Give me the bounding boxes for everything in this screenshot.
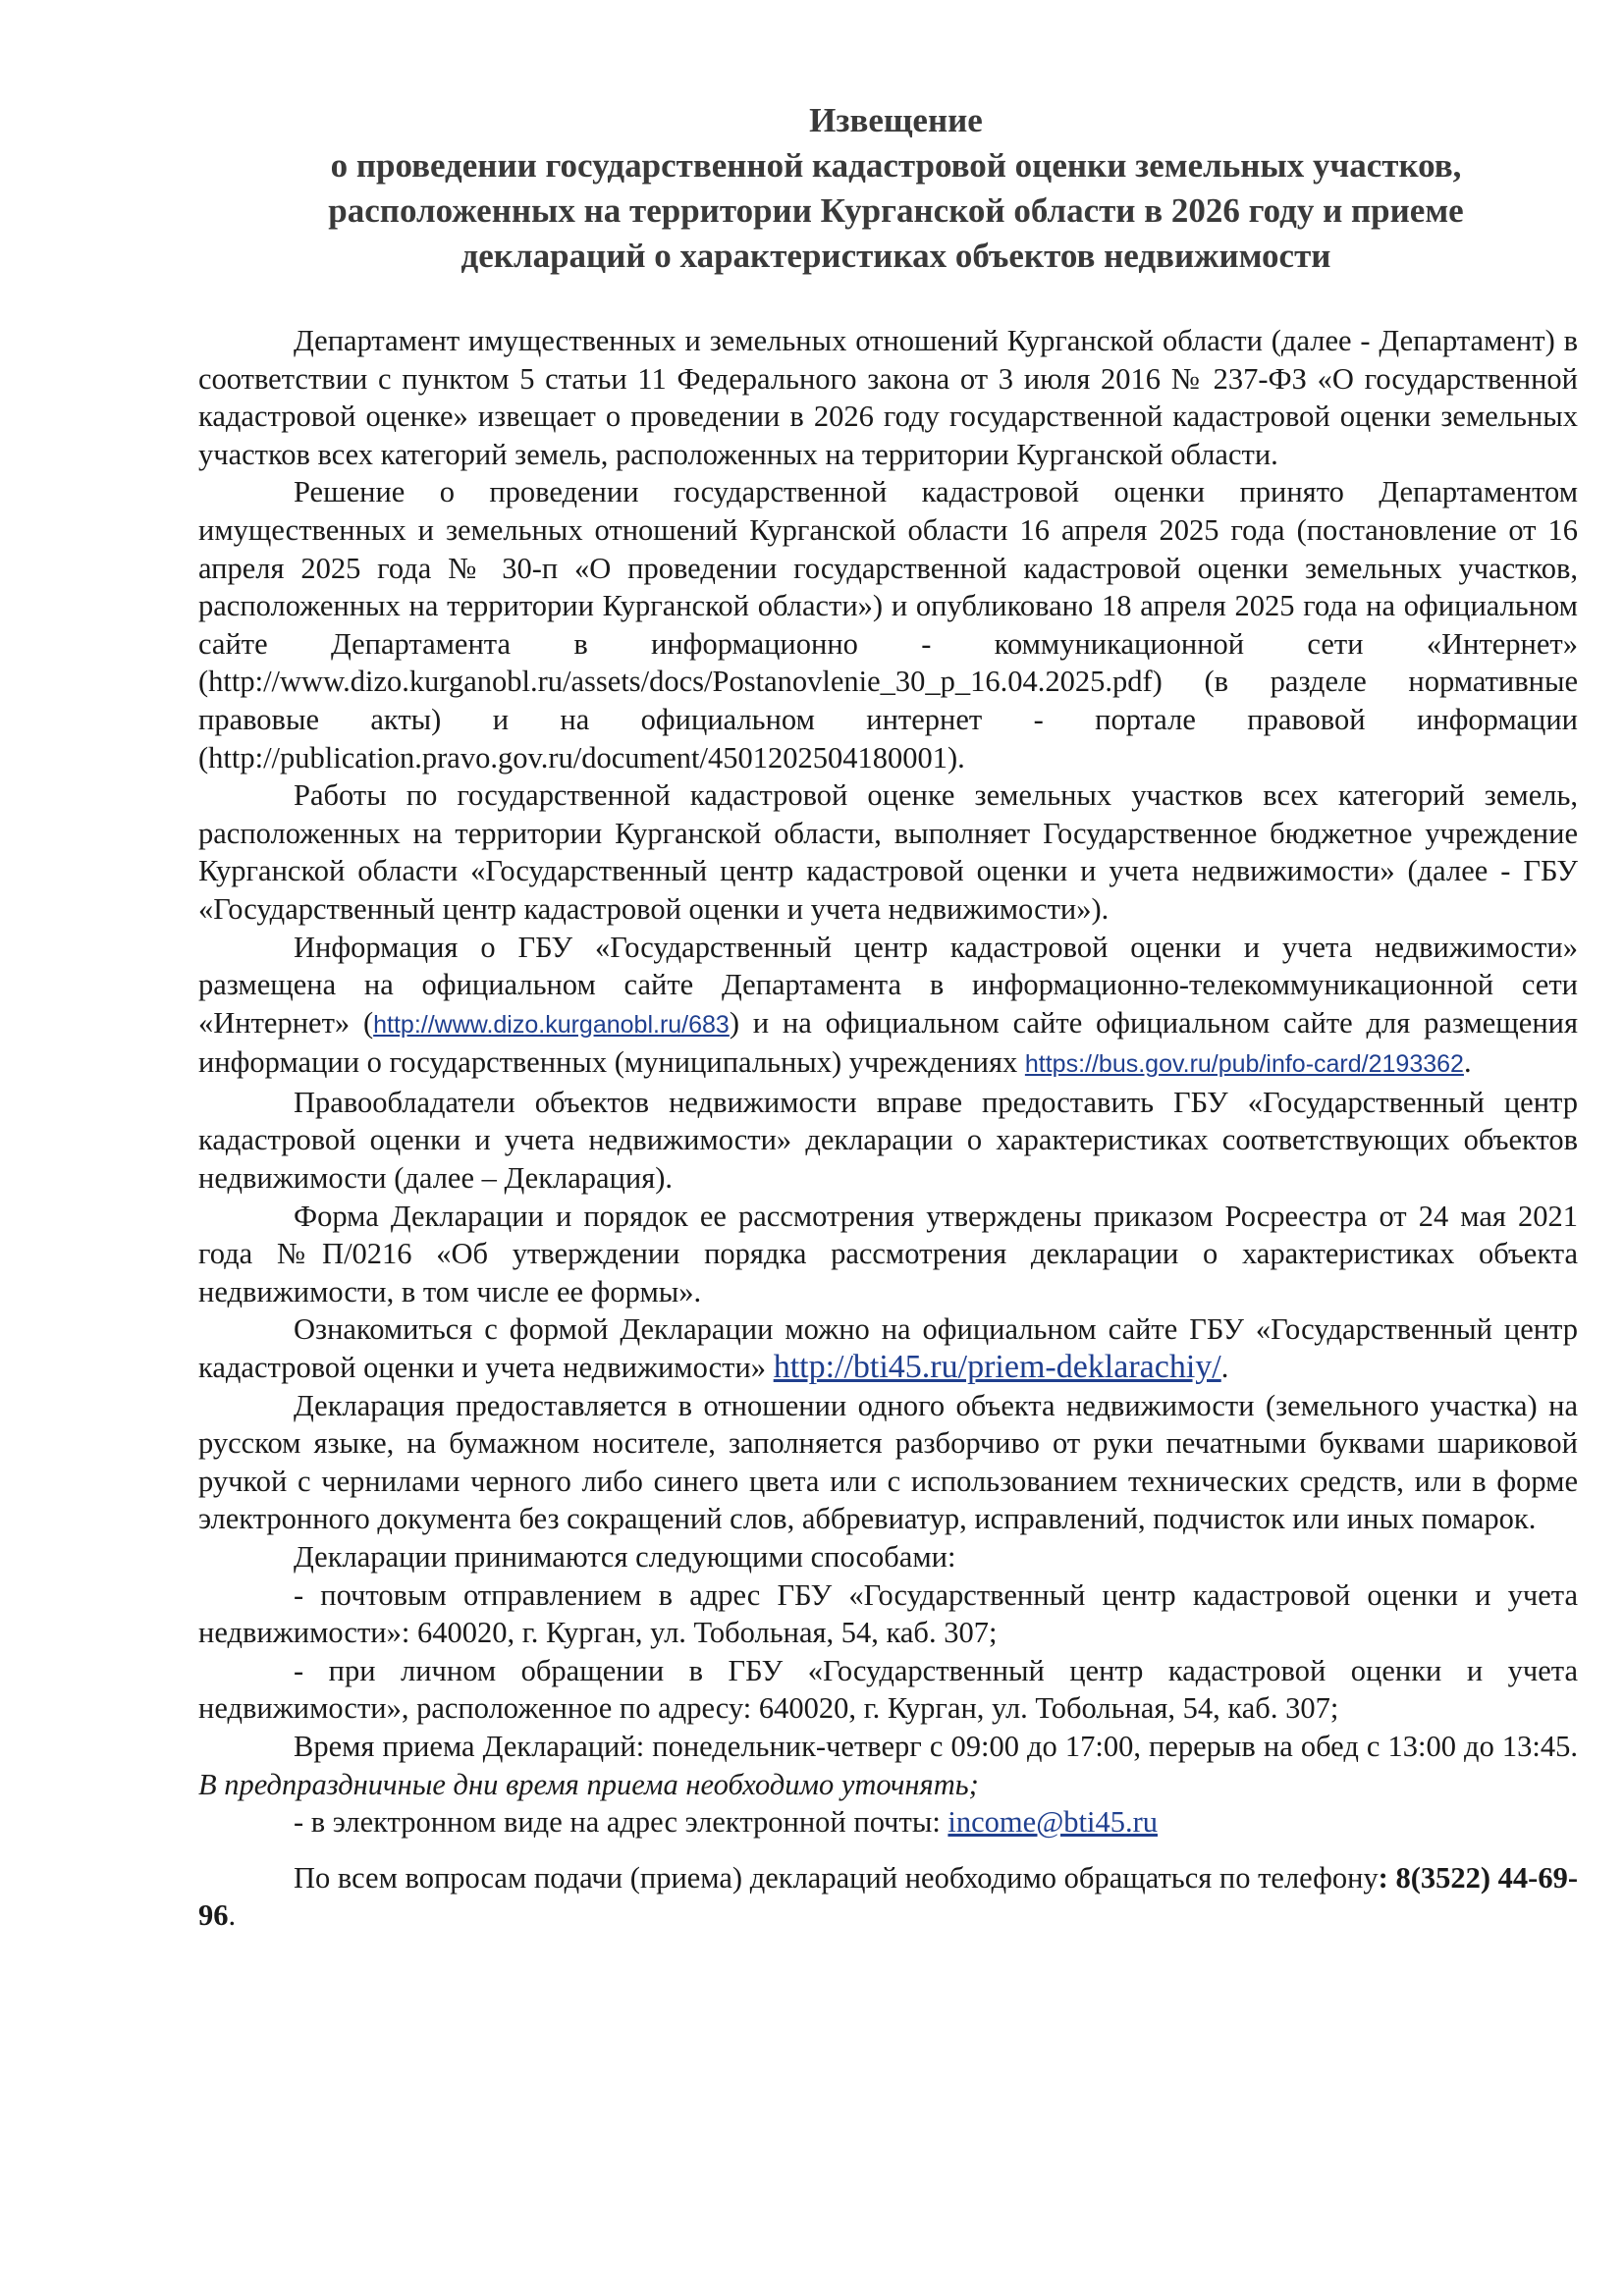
title-line-1: Извещение	[809, 101, 983, 139]
paragraph-submission-methods: Декларации принимаются следующими способами:	[294, 1540, 956, 1574]
form-link-text-after: .	[1220, 1351, 1229, 1385]
income-email-link[interactable]: income@bti45.ru	[947, 1805, 1159, 1840]
reception-hours-text: Время приема Деклараций: понедельник-четверг с 09:00 до 17:00, перерыв на обед с 13:00 до 13:45.	[294, 1729, 1578, 1763]
contact-text: По всем вопросам подачи (приема) деклараций необходимо обращаться по телефону	[294, 1860, 1379, 1895]
paragraph-declaration-form: Форма Декларации и порядок ее рассмотрения утверждены приказом Росреестра от 24 мая 2021 года №П/0216 «Об утверждении порядка рассмотрения декларации о характеристиках объекта недвижимости, в том числе ее формы».	[198, 1199, 1578, 1308]
bti45-declaration-link[interactable]: http://bti45.ru/priem-deklarachiy/	[773, 1349, 1221, 1386]
paragraph-gap	[198, 1842, 1578, 1859]
bus-gov-link[interactable]: https://bus.gov.ru/pub/info-card/2193362	[1024, 1050, 1464, 1079]
phone-number: 8(3522) 44-69-96	[198, 1860, 1578, 1933]
title-line-3: расположенных на территории Курганской области в 2026 году и приеме	[328, 191, 1464, 230]
paragraph-form-link	[198, 1310, 1578, 1386]
paragraph-department-notice: Департамент имущественных и земельных отношений Курганской области (далее - Департамент) в соответствии с пунктом 5 статьи 11 Федерального закона от 3 июля 2016 № 237-ФЗ «О государственной кадастровой оценке» извещает о проведении в 2026 году государственной кадастровой оценки земельных участков всех категорий земель, расположенных на территории Курганской области.	[198, 324, 1578, 471]
title-line-2: о проведении государственной кадастровой оценки земельных участков,	[330, 146, 1462, 185]
paragraph-contact-phone	[198, 1859, 1578, 1935]
paragraph-gbu-info	[198, 929, 1578, 1084]
paragraph-reception-hours	[198, 1728, 1578, 1803]
notice-body	[198, 322, 1578, 1935]
gbu-info-text-after: .	[1463, 1045, 1472, 1080]
title-line-4: деклараций о характеристиках объектов недвижимости	[460, 237, 1331, 275]
contact-colon: :	[1378, 1860, 1388, 1895]
paragraph-personal-method: - при личном обращении в ГБУ «Государственный центр кадастровой оценки и учета недвижимости», расположенное по адресу: 640020, г. Курган, ул. Тобольная, 54, каб. 307;	[198, 1653, 1578, 1726]
gbu-info-text-middle: ) и на официальном сайте официальном сайте для размещения информации о государственных (муниципальных) учреждениях	[198, 1005, 1579, 1080]
gbu-info-text-before: Информация о ГБУ «Государственный центр кадастровой оценки и учета недвижимости» размещена на официальном сайте Департамента в информационно-телекоммуникационной сети «Интернет» (	[198, 930, 1578, 1040]
dizo-site-link[interactable]: http://www.dizo.kurganobl.ru/683	[373, 1010, 730, 1039]
notice-title	[198, 98, 1578, 279]
paragraph-right-holders: Правообладатели объектов недвижимости вправе предоставить ГБУ «Государственный центр кадастровой оценки и учета недвижимости» декларации о характеристиках соответствующих объектов недвижимости (далее – Декларация).	[198, 1085, 1578, 1196]
paragraph-declaration-requirements: Декларация предоставляется в отношении одного объекта недвижимости (земельного участка) на русском языке, на бумажном носителе, заполняется разборчиво от руки печатными буквами шариковой ручкой с чернилами черного либо синего цвета или с использованием технических средств, или в форме электронного документа без сокращений слов, аббревиатур, исправлений, подчисток или иных помарок.	[198, 1388, 1578, 1536]
paragraph-executor: Работы по государственной кадастровой оценке земельных участков всех категорий земель, расположенных на территории Курганской области, выполняет Государственное бюджетное учреждение Курганской области «Государственный центр кадастровой оценки и учета недвижимости» (далее - ГБУ «Государственный центр кадастровой оценки и учета недвижимости»).	[198, 778, 1578, 926]
paragraph-decision: Решение о проведении государственной кадастровой оценки принято Департаментом имущественных и земельных отношений Курганской области 16 апреля 2025 года (постановление от 16 апреля 2025 года № 30-п «О проведении государственной кадастровой оценки земельных участков, расположенных на территории Курганской области») и опубликовано 18 апреля 2025 года на официальном сайте Департамента в информационно - коммуникационной сети «Интернет» (http://www.dizo.kurganobl.ru/assets/docs/Postanovlenie_30_p_16.04.2025.pdf) (в разделе нормативные правовые акты) и на официальном интернет - портале правовой информации (http://publication.pravo.gov.ru/document/4501202504180001).	[198, 475, 1578, 774]
holiday-note: В предпраздничные дни время приема необходимо уточнять;	[198, 1767, 979, 1801]
email-method-text: - в электронном виде на адрес электронной почты:	[294, 1805, 948, 1840]
contact-after: .	[228, 1898, 237, 1933]
paragraph-email-method	[198, 1803, 1578, 1842]
paragraph-postal-method: - почтовым отправлением в адрес ГБУ «Государственный центр кадастровой оценки и учета недвижимости»: 640020, г. Курган, ул. Тобольная, 54, каб. 307;	[198, 1577, 1578, 1650]
form-link-text-before: Ознакомиться с формой Декларации можно на официальном сайте ГБУ «Государственный центр кадастровой оценки и учета недвижимости»	[198, 1312, 1578, 1385]
